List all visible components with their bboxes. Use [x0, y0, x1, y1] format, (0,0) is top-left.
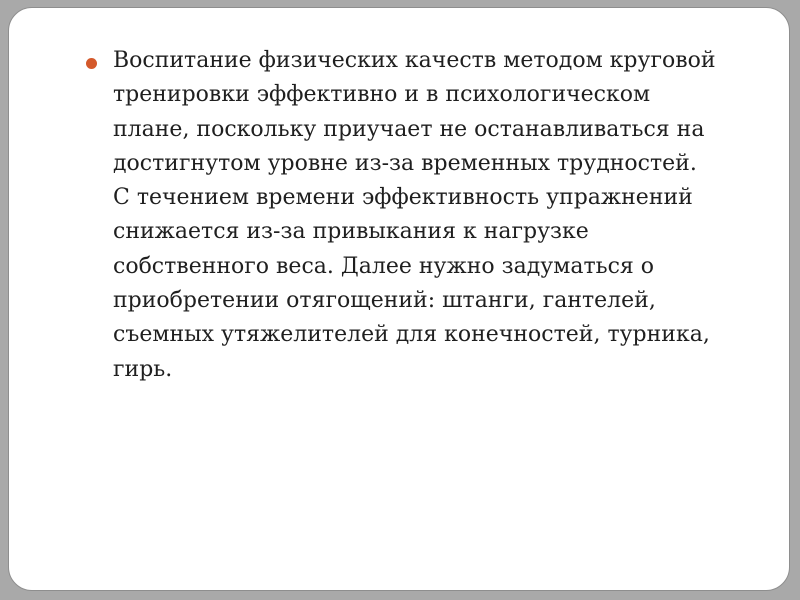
bullet-dot-icon: [86, 58, 97, 69]
slide-canvas: [8, 7, 790, 591]
bullet-paragraph: Воспитание физических качеств методом круговой тренировки эффективно и в психологическом плане, поскольку приучает не останавливаться на достигнутом уровне из-за временных трудностей. С течением времени эффективность упражнений снижается из-за привыкания к нагрузке собственного веса. Далее нужно задуматься о приобретении отягощений: штанги, гантелей, съемных утяжелителей для конечностей, турника, гирь.: [113, 48, 716, 382]
